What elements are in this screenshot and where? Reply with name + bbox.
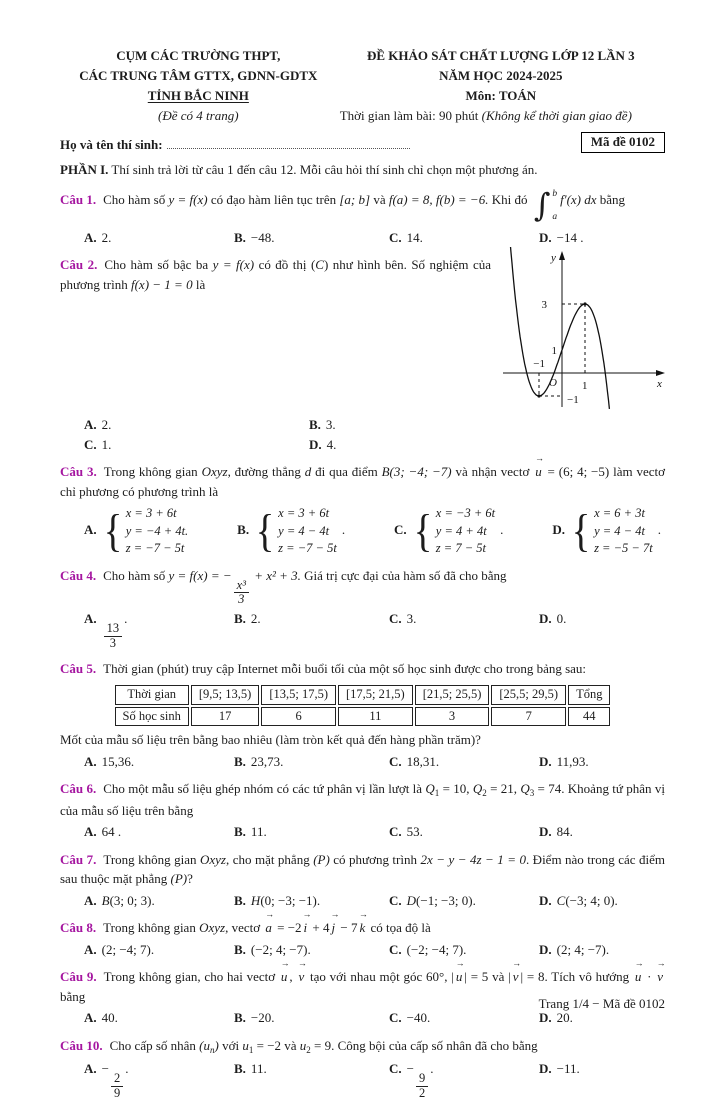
question-1-body: Cho hàm số y = f(x) có đạo hàm liên tục trên [a; b] và f(a) = 8, f(b) = −6. Khi đó ∫ b a f′(x) dx bằng — [103, 186, 626, 225]
question-4-text — [60, 566, 665, 608]
cubic-curve — [509, 247, 609, 409]
table-row: Số học sinh 17 6 11 3 7 44 — [115, 707, 611, 727]
question-10 — [60, 1036, 665, 1101]
answer-option-A: A. 2. — [84, 229, 112, 245]
question-3-text — [60, 453, 665, 501]
page-footer: Trang 1/4 − Mã đề 0102 — [538, 996, 665, 1011]
duration-note: (Không kể thời gian giao đề) — [481, 108, 632, 124]
answer-option-B: B. 3. — [309, 417, 336, 433]
vector-u: → u — [455, 958, 465, 985]
tick-y1: 1 — [551, 345, 557, 358]
question-1 — [60, 186, 665, 248]
candidate-name-label: Họ và tên thí sinh: — [60, 136, 163, 152]
answer-option-C: C. { x = −3 + 6t y = 4 + 4t z = 7 − 5t . — [394, 505, 504, 557]
candidate-name-line — [167, 137, 410, 149]
question-8 — [60, 909, 665, 959]
page-count-note: (Đề có 4 trang) — [158, 108, 239, 124]
question-3-body: Trong không gian Oxyz, đường thẳng d đi qua điểm B(3; −4; −7) và nhận vectơ → u = (6; 4; −5) làm vectơ chỉ phương có phương trình là — [60, 453, 665, 499]
question-10-text — [60, 1036, 665, 1058]
question-4-options — [60, 609, 665, 651]
tick-x1: 1 — [582, 380, 588, 393]
vector-i: → i — [302, 909, 312, 936]
question-7-label: Câu 7. — [60, 851, 97, 867]
question-3 — [60, 453, 665, 558]
issuer-province: TỈNH BẮC NINH — [147, 88, 249, 104]
answer-option-B: B. (−2; 4; −7). — [234, 941, 311, 957]
question-7-options — [60, 891, 665, 911]
answer-option-C: C. 14. — [389, 229, 423, 245]
school-year: NĂM HỌC 2024-2025 — [439, 68, 563, 84]
subject: Môn: TOÁN — [465, 88, 537, 104]
answer-option-A: A. 15,36. — [84, 753, 135, 769]
cubic-graph-figure — [501, 247, 669, 413]
question-2-options — [60, 415, 534, 454]
question-9-body: Trong không gian, cho hai vectơ → u , → v tạo với nhau một góc 60°, | → u | = 5 và | → v | = 8. Tích vô hướng → u · → v bằng — [60, 958, 666, 1004]
exam-title: ĐỀ KHẢO SÁT CHẤT LƯỢNG LỚP 12 LẦN 3 — [366, 48, 635, 63]
answer-option-A: A. 64 . — [84, 824, 122, 840]
answer-option-C: C. D(−1; −3; 0). — [389, 892, 476, 908]
answer-option-D: D. 84. — [539, 824, 573, 840]
answer-option-A: A. − $\frac{2}{9}$ . — [84, 1061, 129, 1100]
fraction: $\frac{2}{9}$ — [111, 1072, 123, 1101]
question-5 — [60, 659, 665, 772]
exam-header — [60, 46, 665, 127]
x-axis-label: x — [657, 378, 662, 391]
tick-xneg1: −1 — [533, 358, 545, 371]
question-7-body: Trong không gian Oxyz, cho mặt phẳng (P) có phương trình 2x − y − 4z − 1 = 0. Điểm nào trong các điểm sau thuộc mặt phẳng (P)? — [60, 851, 665, 887]
candidate-row — [60, 132, 665, 153]
origin-label: O — [549, 377, 557, 390]
question-7 — [60, 850, 665, 911]
question-6 — [60, 779, 665, 842]
vector-k: → k — [358, 909, 368, 936]
answer-option-B: B. H(0; −3; −1). — [234, 892, 321, 908]
question-10-body: Cho cấp số nhân $(u_n)$ với $u_1 = -2$ và $u_2 = 9$. Công bội của cấp số nhân đã cho bằng — [109, 1037, 538, 1055]
vector-j: → j — [330, 909, 340, 936]
answer-option-B: B. −20. — [234, 1010, 275, 1026]
question-6-label: Câu 6. — [60, 781, 97, 797]
question-6-options — [60, 822, 665, 842]
question-6-body: Cho một mẫu số liệu ghép nhóm có các tứ phân vị lần lượt là $Q_1 = 10$, $Q_2 = 21$, $Q_3 = 74$. Khoảng tứ phân vị của mẫu số liệu trên bằng — [60, 781, 665, 818]
fraction: $\frac{\text{x³}}{3}$ — [234, 579, 249, 608]
vector-v: → v — [656, 958, 666, 985]
duration-text: Thời gian làm bài: 90 phút — [339, 108, 482, 124]
answer-option-B: B. 2. — [234, 611, 261, 627]
question-10-label: Câu 10. — [60, 1037, 103, 1053]
question-3-label: Câu 3. — [60, 464, 97, 480]
exam-title-block — [337, 46, 665, 127]
question-1-label: Câu 1. — [60, 192, 97, 208]
part1-text: Thí sinh trả lời từ câu 1 đến câu 12. Mỗi câu hỏi thí sinh chỉ chọn một phương án. — [111, 161, 538, 177]
question-7-text — [60, 850, 665, 889]
vector-u: → u — [534, 453, 544, 480]
exam-duration — [307, 106, 665, 126]
question-10-options — [60, 1059, 665, 1101]
question-1-text — [60, 186, 665, 226]
vector-v: → v — [297, 958, 307, 985]
answer-option-D: D. { x = 6 + 3t y = 4 − 4t z = −5 − 7t . — [552, 505, 661, 557]
answer-option-A: A. (2; −4; 7). — [84, 941, 155, 957]
fraction: $\frac{9}{2}$ — [416, 1072, 428, 1101]
answer-option-B: B. 11. — [234, 824, 267, 840]
question-8-body: Trong không gian Oxyz, vectơ → a = −2 → i + 4 → j − 7 → k có tọa độ là — [103, 920, 431, 935]
vector-u: → u — [280, 958, 290, 985]
answer-option-D: D. −11. — [539, 1061, 580, 1077]
answer-option-C: C. − $\frac{9}{2}$ . — [389, 1061, 434, 1100]
integral: ∫ b a — [533, 186, 558, 225]
answer-option-C: C. (−2; −4; 7). — [389, 941, 467, 957]
answer-option-C: C. 1. — [84, 436, 112, 452]
issuer-line2: CÁC TRUNG TÂM GTTX, GDNN-GDTX — [79, 68, 318, 84]
question-4-label: Câu 4. — [60, 567, 97, 583]
part1-label: PHẦN I. — [60, 161, 109, 177]
question-5-options — [60, 752, 665, 772]
answer-option-D: D. C(−3; 4; 0). — [539, 892, 618, 908]
issuer-block — [60, 46, 337, 127]
question-6-text — [60, 779, 665, 820]
answer-option-B: B. 11. — [234, 1061, 267, 1077]
answer-option-D: D. (2; 4; −7). — [539, 941, 610, 957]
vector-u: → u — [634, 958, 644, 985]
answer-option-A: A. $\frac{13}{3}$ . — [84, 611, 128, 650]
part1-heading — [60, 162, 665, 178]
question-1-options — [60, 228, 665, 248]
answer-option-B: B. { x = 3 + 6t y = 4 − 4t z = −7 − 5t . — [237, 505, 346, 557]
answer-option-C: C. 53. — [389, 824, 423, 840]
question-5-label: Câu 5. — [60, 660, 97, 676]
answer-option-D: D. 4. — [309, 436, 337, 452]
issuer-line1: CỤM CÁC TRƯỜNG THPT, — [116, 48, 281, 63]
answer-option-A: A. 40. — [84, 1010, 118, 1026]
question-5-text — [60, 659, 665, 679]
question-2-label: Câu 2. — [60, 257, 98, 273]
answer-option-A: A. { x = 3 + 6t y = −4 + 4t. z = −7 − 5t — [84, 505, 189, 557]
question-9-label: Câu 9. — [60, 969, 97, 985]
answer-option-A: A. B(3; 0; 3). — [84, 892, 155, 908]
question-5-followup: Mốt của mẫu số liệu trên bằng bao nhiêu (làm tròn kết quả đến hàng phần trăm)? — [60, 732, 481, 748]
answer-option-A: A. 2. — [84, 417, 112, 433]
answer-option-D: D. 0. — [539, 611, 567, 627]
question-8-options — [60, 940, 665, 960]
frequency-table — [113, 683, 613, 728]
question-5-body: Thời gian (phút) truy cập Internet mỗi buổi tối của một số học sinh được cho trong bảng sau: — [103, 660, 587, 676]
answer-option-D: D. −14 . — [539, 229, 584, 245]
question-8-label: Câu 8. — [60, 920, 97, 936]
answer-option-D: D. 11,93. — [539, 753, 589, 769]
vector-a: → a — [265, 909, 275, 936]
question-8-text — [60, 909, 665, 938]
question-2-body: Cho hàm số bậc ba y = f(x) có đồ thị (C) như hình bên. Số nghiệm của phương trình f(x) − 1 = 0 là — [60, 257, 492, 292]
answer-option-C: C. −40. — [389, 1010, 431, 1026]
vector-v: → v — [512, 958, 522, 985]
exam-code-box: Mã đề 0102 — [581, 132, 665, 153]
answer-option-B: B. 23,73. — [234, 753, 284, 769]
answer-option-B: B. −48. — [234, 229, 275, 245]
answer-option-C: C. 18,31. — [389, 753, 440, 769]
question-3-options — [60, 505, 665, 558]
answer-option-C: C. 3. — [389, 611, 417, 627]
answer-option-D: D. 20. — [539, 1010, 573, 1026]
y-axis-label: y — [551, 252, 556, 265]
question-4-body: Cho hàm số y = f(x) = − $\frac{\text{x³}}{3}$ + x² + 3. Giá trị cực đại của hàm số đã cho bằng — [103, 567, 507, 607]
question-2 — [60, 252, 665, 454]
table-row: Thời gian [9,5; 13,5) [13,5; 17,5) [17,5; 21,5) [21,5; 25,5) [25,5; 29,5) Tổng — [115, 685, 611, 705]
tick-y3: 3 — [541, 299, 547, 312]
question-4 — [60, 566, 665, 651]
tick-yneg1: −1 — [567, 394, 579, 407]
candidate-name — [60, 137, 410, 153]
fraction: $\frac{13}{3}$ — [104, 622, 123, 651]
